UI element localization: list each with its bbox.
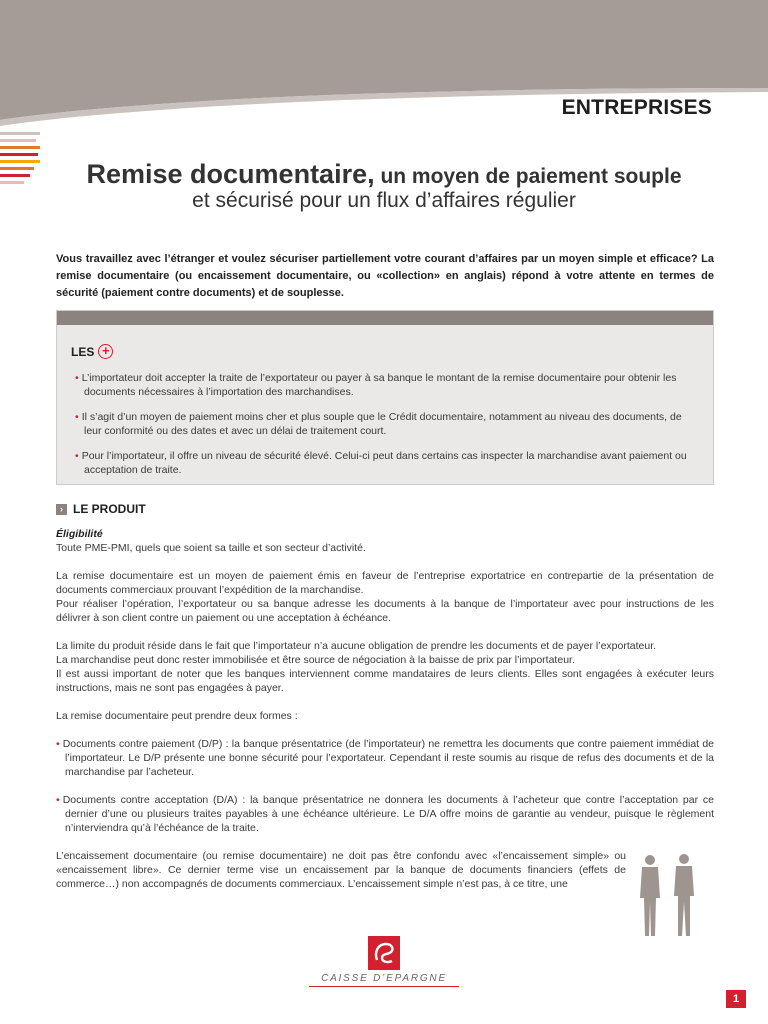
paragraph: La limite du produit réside dans le fait que l’importateur n’a aucune obligation de prendre les documents et de payer l’exportateur.	[56, 640, 657, 652]
paragraph: La remise documentaire peut prendre deux formes :	[56, 710, 298, 722]
paragraph: Pour réaliser l’opération, l’exportateur ou sa banque adresse les documents à la banque de l’importateur avec pour instructions de les délivrer à son client contre un paiement ou une acceptation à échéance.	[56, 598, 714, 624]
logo-text: CAISSE D’EPARGNE	[321, 973, 447, 984]
page-number-badge: 1	[726, 990, 746, 1008]
section-tag: ENTREPRISES	[561, 96, 712, 119]
logo-underline	[309, 986, 459, 987]
bullet-icon: •	[75, 372, 79, 384]
advantages-heading	[71, 344, 113, 359]
list-item: • Il s’agit d’un moyen de paiement moins cher et plus souple que le Crédit documentaire, notamment au niveau des documents, de leur conformité ou des dates et avec un délai de traitement court.	[75, 411, 682, 437]
list-item: • Documents contre acceptation (D/A) : la banque présentatrice ne donnera les documents à l’acheteur que contre l’acceptation par ce dernier d’une ou plusieurs traites payables à une échéance ultérieure. Le D/A offre moins de garantie au vendeur, puisque le règlement n’interviendra qu’à l’échéance de la traite.	[56, 794, 714, 834]
paragraph: La remise documentaire est un moyen de paiement émis en faveur de l’entreprise exportatrice en contrepartie de la présentation de documents commerciaux prouvant l’expédition de la marchandise.	[56, 570, 714, 596]
list-item: • Documents contre paiement (D/P) : la banque présentatrice (de l’importateur) ne remettra les documents que contre paiement immédiat de l’importateur. Le D/P présente une bonne sécurité pour l’exportateur. Cependant il reste soumis au risque de refus des documents et de la marchandise par l’acheteur.	[56, 738, 714, 778]
bullet-icon: •	[75, 450, 79, 462]
paragraph: La marchandise peut donc rester immobilisée et être source de négociation à la baisse de prix par l’importateur.	[56, 654, 575, 666]
bullet-icon: •	[56, 794, 60, 806]
page-title	[0, 154, 768, 191]
eligibility-text: Toute PME-PMI, quels que soient sa taille et son secteur d’activité.	[56, 542, 366, 554]
advantages-heading-label: LES	[71, 344, 95, 359]
caisse-epargne-logo	[306, 936, 462, 987]
product-body	[56, 527, 714, 905]
chevron-right-icon: ›	[56, 504, 67, 515]
title-strong: Remise documentaire,	[86, 159, 375, 189]
list-item: • Pour l’importateur, il offre un niveau de sécurité élevé. Celui-ci peut dans certains cas inspecter la marchandise avant paiement ou acceptation de traite.	[75, 450, 687, 476]
advantages-box-header-bar	[57, 311, 713, 325]
plus-circle-icon: +	[98, 344, 113, 359]
intro-paragraph: Vous travaillez avec l’étranger et voulez sécuriser partiellement votre courant d’affaires par un moyen simple et efficace? La remise documentaire (ou encaissement documentaire, ou «collection» en anglais) répond à votre attente en termes de sécurité (paiement contre documents) et de souplesse.	[56, 253, 714, 299]
advantages-list	[75, 371, 695, 488]
page-subtitle: et sécurisé pour un flux d’affaires régulier	[192, 189, 576, 212]
squirrel-logo-icon	[368, 936, 400, 970]
bullet-icon: •	[75, 411, 79, 423]
title-rest: un moyen de paiement souple	[374, 165, 682, 188]
businessmen-illustration	[632, 852, 704, 938]
eligibility-label: Éligibilité	[56, 528, 103, 540]
advantages-box	[56, 310, 714, 485]
bullet-icon: •	[56, 738, 60, 750]
list-item: • L’importateur doit accepter la traite de l’exportateur ou payer à sa banque le montant de la remise documentaire pour obtenir les documents nécessaires à l’importation des marchandises.	[75, 372, 677, 398]
paragraph: L’encaissement documentaire (ou remise documentaire) ne doit pas être confondu avec «l’encaissement simple» ou «encaissement libre». Ce dernier terme vise un encaissement par la banque de documents financiers (effets de commerce…) non accompagnés de documents commerciaux. L’encaissement simple n’est pas, à ce titre, une	[56, 850, 626, 890]
paragraph: Il est aussi important de noter que les banques interviennent comme mandataires de leurs clients. Elles sont engagées à exécuter leurs instructions, mais ne sont pas engagées à payer.	[56, 668, 714, 694]
section-heading-label: LE PRODUIT	[73, 502, 146, 516]
section-heading-produit	[56, 502, 146, 516]
